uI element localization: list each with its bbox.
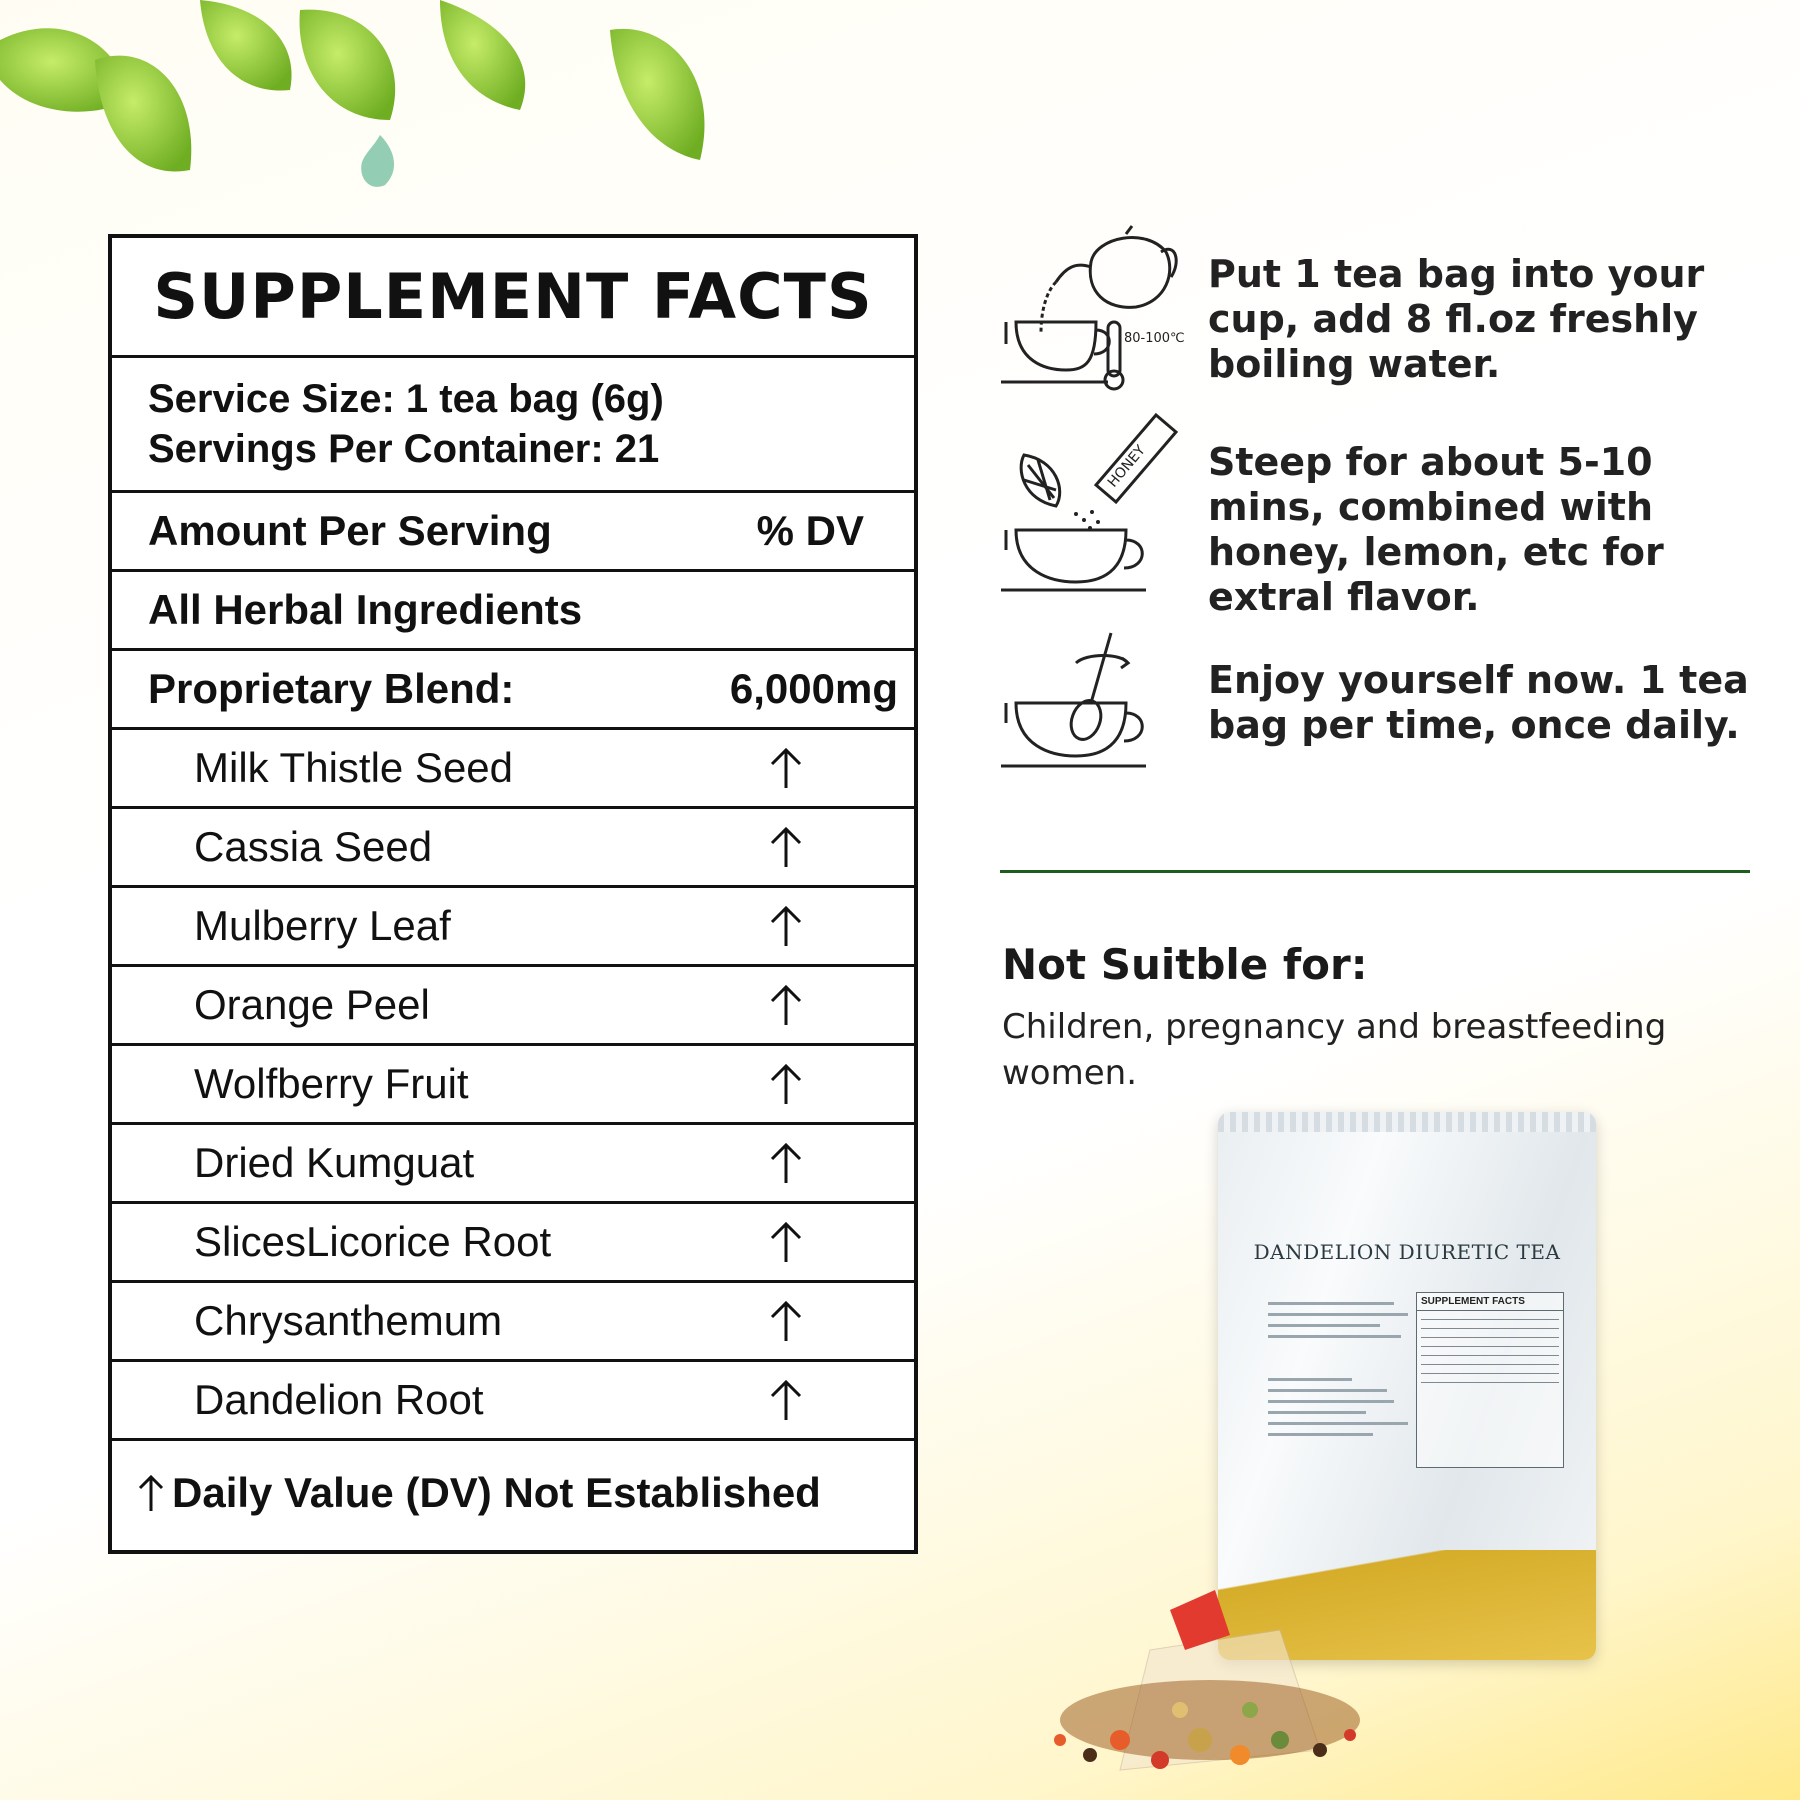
ingredient-row: [112, 730, 914, 809]
dv-footnote-row: [112, 1441, 914, 1545]
ingredient-name: Dandelion Root: [194, 1376, 484, 1423]
ingredient-name: Wolfberry Fruit: [194, 1060, 469, 1107]
direction-step-2: [996, 410, 1776, 619]
blend-label: Proprietary Blend:: [148, 665, 515, 712]
amount-per-serving-label: Amount Per Serving: [148, 507, 552, 554]
tea-pouch: [1218, 1112, 1596, 1660]
dv-header: % DV: [756, 507, 864, 554]
leaf-shape: [300, 10, 396, 120]
up-arrow-icon: [764, 825, 808, 869]
teapot-pour-icon: [996, 222, 1186, 407]
dv-footnote: Daily Value (DV) Not Established: [172, 1469, 821, 1516]
ingredient-name: Milk Thistle Seed: [194, 744, 514, 791]
up-arrow-icon: [136, 1473, 166, 1513]
facts-title-row: [112, 238, 914, 358]
stirring-cup-icon: [996, 628, 1186, 813]
package-description-lines: [1268, 1302, 1408, 1444]
direction-step-1: [996, 222, 1776, 407]
blend-amount: 6,000mg: [729, 665, 898, 712]
package-title: DANDELION DIURETIC TEA: [1253, 1240, 1561, 1264]
leaf-shape: [200, 0, 292, 90]
honey-lemon-icon: [996, 410, 1186, 595]
ingredient-row: [112, 888, 914, 967]
ingredient-row: [112, 1362, 914, 1441]
service-size: Service Size: 1 tea bag (6g): [148, 377, 664, 421]
loose-tea-pile-image: [1000, 1590, 1420, 1790]
ingredient-row: [112, 1046, 914, 1125]
ingredient-name: Mulberry Leaf: [194, 902, 451, 949]
leaf-shape: [95, 56, 191, 172]
up-arrow-icon: [764, 1220, 808, 1264]
package-facts-label: SUPPLEMENT FACTS: [1417, 1293, 1563, 1311]
ingredient-name: Dried Kumguat: [194, 1139, 475, 1186]
section-divider: [1000, 870, 1750, 873]
leaves-decoration: [0, 0, 820, 215]
leaf-shape: [610, 29, 704, 160]
servings-per-container: Servings Per Container: 21: [148, 427, 660, 471]
zip-seal: [1218, 1112, 1596, 1132]
package-facts-box: [1416, 1292, 1564, 1468]
ingredient-name: SlicesLicorice Root: [194, 1218, 552, 1265]
ingredient-name: Orange Peel: [194, 981, 430, 1028]
up-arrow-icon: [764, 983, 808, 1027]
direction-step-3: [996, 628, 1776, 813]
up-arrow-icon: [764, 1062, 808, 1106]
ingredient-row: [112, 809, 914, 888]
ingredient-row: [112, 1204, 914, 1283]
up-arrow-icon: [764, 1378, 808, 1422]
proprietary-blend-row: [112, 651, 914, 730]
up-arrow-icon: [764, 1299, 808, 1343]
ingredient-row: [112, 1283, 914, 1362]
facts-title: SUPPLEMENT FACTS: [153, 260, 873, 333]
not-suitable-title: Not Suitble for:: [1002, 940, 1368, 989]
up-arrow-icon: [764, 746, 808, 790]
product-package-image: [1000, 1110, 1620, 1800]
direction-text: Enjoy yourself now. 1 tea bag per time, once daily.: [1208, 658, 1749, 747]
all-herbal-row: [112, 572, 914, 651]
ingredient-name: Chrysanthemum: [194, 1297, 503, 1344]
honey-label: HONEY: [1104, 442, 1149, 491]
ingredient-name: Cassia Seed: [194, 823, 433, 870]
direction-text: Put 1 tea bag into your cup, add 8 fl.oz freshly boiling water.: [1208, 252, 1705, 386]
all-herbal-label: All Herbal Ingredients: [148, 586, 583, 633]
temperature-label: 80-100℃: [1124, 331, 1185, 346]
not-suitable-text: Children, pregnancy and breastfeeding women.: [1002, 1007, 1667, 1093]
serving-info-row: [112, 358, 914, 493]
ingredient-row: [112, 1125, 914, 1204]
up-arrow-icon: [764, 904, 808, 948]
water-drop-shape: [361, 135, 394, 187]
supplement-facts-panel: [108, 234, 918, 1554]
amount-header-row: [112, 493, 914, 572]
leaf-shape: [440, 0, 525, 110]
direction-text: Steep for about 5-10 mins, combined with honey, lemon, etc for extral flavor.: [1208, 440, 1664, 619]
ingredient-row: [112, 967, 914, 1046]
up-arrow-icon: [764, 1141, 808, 1185]
